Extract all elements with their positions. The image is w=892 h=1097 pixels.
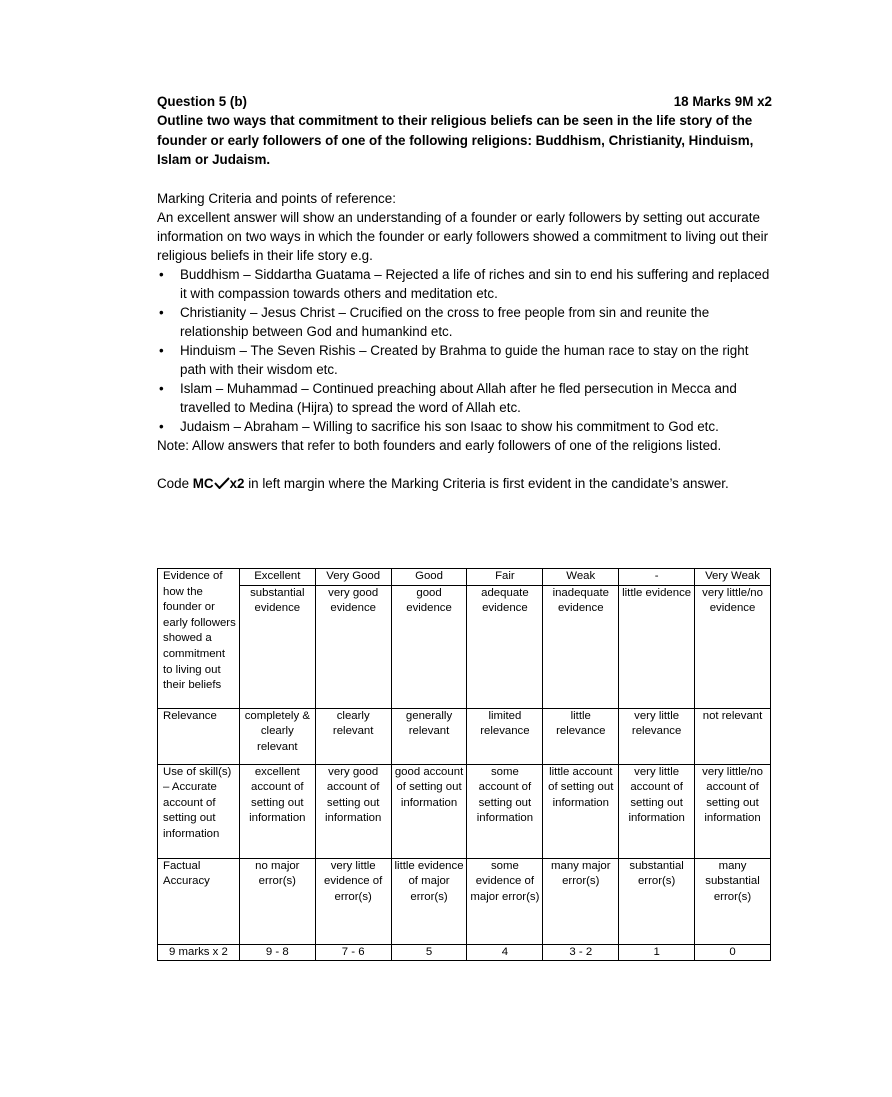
table-row [158, 858, 771, 944]
marks-cell: 4 [467, 944, 543, 961]
table-cell: very little account of setting out information [619, 764, 695, 858]
table-cell: very little/no evidence [695, 585, 771, 708]
code-instruction: Code MC x2 in left margin where the Marking Criteria is first evident in the candidate’s answer. [157, 475, 729, 491]
table-cell: some evidence of major error(s) [467, 858, 543, 944]
column-header: - [619, 569, 695, 586]
table-cell: adequate evidence [467, 585, 543, 708]
table-cell: little evidence of major error(s) [391, 858, 467, 944]
question-marks: 18 Marks 9M x2 [673, 94, 772, 109]
table-cell: clearly relevant [315, 708, 391, 764]
table-cell: many major error(s) [543, 858, 619, 944]
list-item: • Christianity – Jesus Christ – Crucified on the cross to free people from sin and reunite the relationship between God and humankind etc. [159, 304, 710, 339]
table-row [158, 764, 771, 858]
table-cell: substantial error(s) [619, 858, 695, 944]
column-header: Fair [467, 569, 543, 586]
marks-cell: 3 - 2 [543, 944, 619, 961]
table-cell: little account of setting out information [543, 764, 619, 858]
table-cell: little evidence [619, 585, 695, 708]
column-header: Very Good [315, 569, 391, 586]
table-cell: substantial evidence [239, 585, 315, 708]
table-cell: good account of setting out information [391, 764, 467, 858]
question-label: Question 5 (b) [157, 94, 248, 109]
table-cell: very little evidence of error(s) [315, 858, 391, 944]
marks-cell: 1 [619, 944, 695, 961]
marks-cell: 5 [391, 944, 467, 961]
marking-rubric-table [157, 568, 771, 961]
list-item: • Islam – Muhammad – Continued preaching about Allah after he fled persecution in Mecca and travelled to Medina (Hijra) to spread the word of Allah etc. [159, 380, 737, 415]
marks-label: 9 marks x 2 [158, 944, 240, 961]
table-row [158, 944, 771, 961]
marks-cell: 0 [695, 944, 771, 961]
table-cell: many substantial error(s) [695, 858, 771, 944]
table-cell: good evidence [391, 585, 467, 708]
question-header [157, 92, 772, 111]
table-cell: very good account of setting out information [315, 764, 391, 858]
table-cell: very little relevance [619, 708, 695, 764]
table-cell: excellent account of setting out information [239, 764, 315, 858]
table-cell: inadequate evidence [543, 585, 619, 708]
table-cell: very good evidence [315, 585, 391, 708]
marking-scheme-page [157, 92, 772, 493]
row-label: Use of skill(s) – Accurate account of setting out information [158, 764, 240, 858]
table-row [158, 708, 771, 764]
criteria-note: Note: Allow answers that refer to both founders and early followers of one of the religions listed. [157, 437, 722, 453]
table-cell: some account of setting out information [467, 764, 543, 858]
criteria-heading: Marking Criteria and points of reference: [157, 190, 396, 206]
column-header: Weak [543, 569, 619, 586]
list-item: • Judaism – Abraham – Willing to sacrifice his son Isaac to show his commitment to God etc. [159, 418, 719, 434]
criteria-intro: An excellent answer will show an understanding of a founder or early followers by setting out accurate information on two ways in which the founder or early followers showed a commitment to living out their religious beliefs in their life story e.g. [157, 209, 769, 263]
column-header: Excellent [239, 569, 315, 586]
table-cell: generally relevant [391, 708, 467, 764]
religion-examples-list [157, 265, 772, 436]
tick-icon [214, 477, 230, 489]
list-item: • Hinduism – The Seven Rishis – Created by Brahma to guide the human race to stay on the right path with their wisdom etc. [159, 342, 749, 377]
column-header: Good [391, 569, 467, 586]
table-cell: limited relevance [467, 708, 543, 764]
table-row [158, 569, 771, 586]
table-cell: very little/no account of setting out information [695, 764, 771, 858]
table-cell: no major error(s) [239, 858, 315, 944]
row-label: Factual Accuracy [158, 858, 240, 944]
table-row [158, 585, 771, 708]
column-header: Very Weak [695, 569, 771, 586]
table-cell: not relevant [695, 708, 771, 764]
marks-cell: 9 - 8 [239, 944, 315, 961]
row-label: Evidence of how the founder or early followers showed a commitment to living out their beliefs [158, 569, 240, 709]
table-cell: completely & clearly relevant [239, 708, 315, 764]
table-cell: little relevance [543, 708, 619, 764]
marks-cell: 7 - 6 [315, 944, 391, 961]
question-text: Outline two ways that commitment to their religious beliefs can be seen in the life story of the founder or early followers of one of the following religions: Buddhism, Christianity, Hinduism, Islam or Judaism. [157, 113, 754, 167]
list-item: • Buddhism – Siddartha Guatama – Rejected a life of riches and sin to end his suffering and replaced it with compassion towards others and meditation etc. [159, 266, 770, 301]
row-label: Relevance [158, 708, 240, 764]
